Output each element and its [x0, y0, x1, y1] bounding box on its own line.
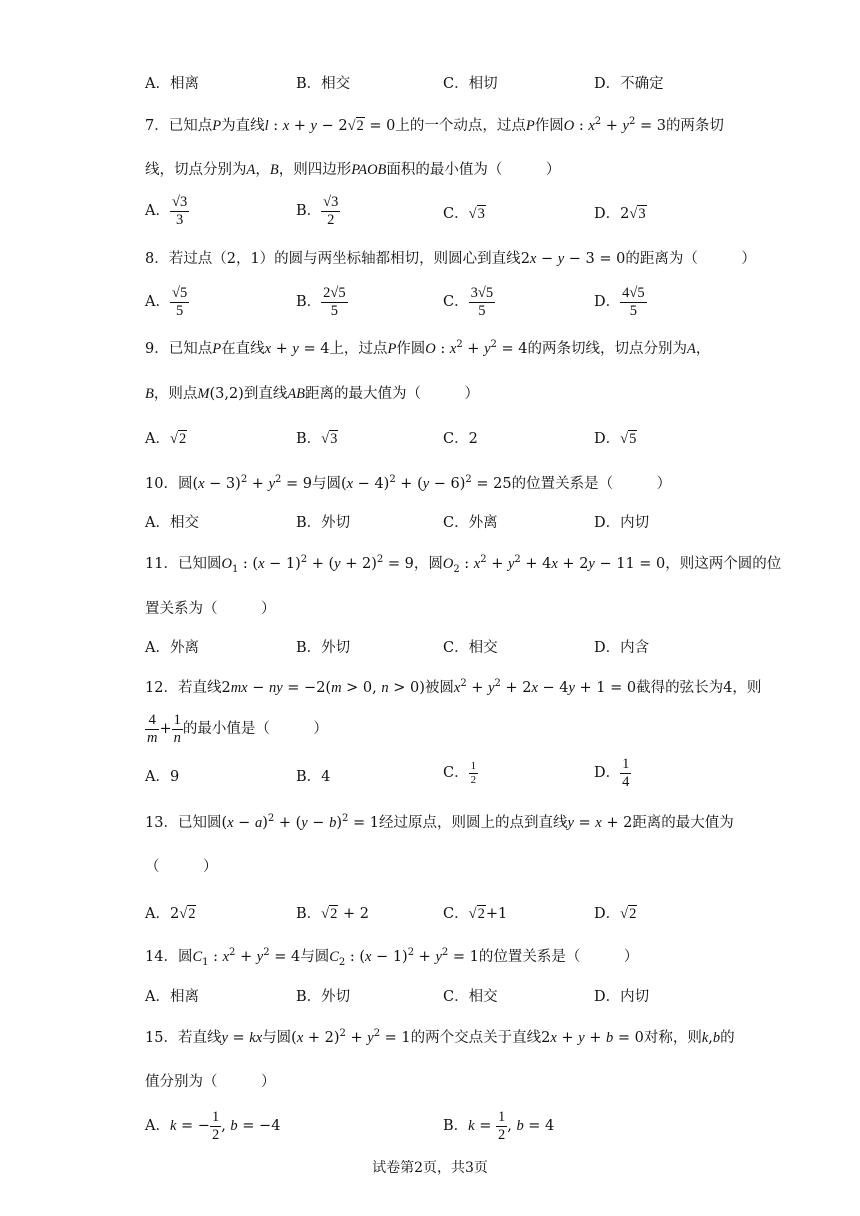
q12-option-c: C． $\frac{1}{2}$ — [443, 760, 477, 786]
q14-option-c: C．相交 — [443, 989, 498, 1005]
q9-option-b: B．√3 — [296, 431, 338, 447]
q15-option-a: A．k = − $\frac{1}{2}$ , b = −4 — [145, 1109, 281, 1143]
q10-option-c: C．外离 — [443, 515, 498, 531]
q15-option-b: B．k = $\frac{1}{2}$ , b = 4 — [443, 1109, 555, 1143]
q6-option-a: A．相离 — [145, 76, 199, 92]
q7-stem: 7．已知点P为直线l : x + y − 2√2 = 0上的一个动点，过点P作圆O : $x^2 + y^2 = 3$的两条切 — [145, 116, 724, 134]
q13-option-a: A．2√2 — [145, 906, 196, 922]
q7-option-c: C．√3 — [443, 206, 485, 222]
q9-option-c: C．2 — [443, 431, 478, 447]
q7-option-a: A． $\frac{√3}{3}$ — [145, 194, 188, 228]
q11-stem-line2: 置关系为（ ） — [145, 601, 276, 617]
q6-option-c: C．相切 — [443, 76, 498, 92]
q15-stem-line2: 值分别为（ ） — [145, 1074, 276, 1090]
q13-option-b: B．√2 + 2 — [296, 906, 369, 922]
q10-option-a: A．相交 — [145, 515, 199, 531]
q7-option-b: B． $\frac{√3}{2}$ — [296, 194, 339, 228]
q12-option-a: A．9 — [145, 769, 180, 785]
q12-option-b: B．4 — [296, 769, 331, 785]
q7-option-d: D．2√3 — [594, 206, 646, 222]
q14-option-b: B．外切 — [296, 989, 351, 1005]
q7-stem-line2: 线，切点分别为A，B，则四边形PAOB面积的最小值为（ ） — [145, 162, 561, 178]
q11-option-d: D．内含 — [594, 640, 650, 656]
q13-stem: 13．已知圆$(x - a)^2 + (y - b)^2 = 1$经过原点，则圆上的点到直线y = x + 2距离的最大值为 — [145, 813, 734, 831]
q6-option-d: D．不确定 — [594, 76, 664, 92]
q13-stem-line2: （ ） — [145, 859, 218, 875]
q8-option-c: C． $\frac{3√5}{5}$ — [443, 285, 494, 319]
q10-option-d: D．内切 — [594, 515, 650, 531]
q11-stem: 11．已知圆$O_1$ : $(x - 1)^2 + (y + 2)^2 = 9$，圆$O_2$ : $x^2 + y^2 + 4x + 2y - 11 = 0$，则这两个圆的位 — [145, 554, 782, 575]
q8-option-a: A． $\frac{√5}{5}$ — [145, 285, 188, 319]
q8-stem: 8．若过点（2，1）的圆与两坐标轴都相切，则圆心到直线2x − y − 3 = 0的距离为（ ） — [145, 251, 756, 267]
q8-option-d: D． $\frac{4√5}{5}$ — [594, 285, 645, 319]
q14-stem: 14．圆$C_1$ : $x^2 + y^2 = 4$与圆$C_2$ : $(x - 1)^2 + y^2 = 1$的位置关系是（ ） — [145, 947, 639, 968]
q12-stem: 12．若直线2mx − ny = −2(m > 0, n > 0)被圆$x^2 + y^2 + 2x - 4y + 1 = 0$截得的弦长为4，则 — [145, 678, 762, 696]
q11-option-b: B．外切 — [296, 640, 351, 656]
q8-option-b: B． $\frac{2√5}{5}$ — [296, 285, 346, 319]
page-footer: 试卷第2页，共3页 — [372, 1160, 488, 1176]
q9-stem: 9．已知点P在直线x + y = 4上，过点P作圆O : $x^2 + y^2 = 4$的两条切线，切点分别为A， — [145, 339, 711, 357]
q15-stem: 15．若直线y = kx与圆$(x + 2)^2 + y^2 = 1$的两个交点关于直线2x + y + b = 0对称，则k,b的 — [145, 1028, 735, 1046]
q10-stem: 10．圆$(x - 3)^2 + y^2 = 9$与圆$(x - 4)^2 + (y - 6)^2 = 25$的位置关系是（ ） — [145, 474, 672, 492]
q13-option-d: D．√2 — [594, 906, 637, 922]
q9-stem-line2: B，则点M(3,2)到直线AB距离的最大值为（ ） — [145, 386, 480, 402]
q10-option-b: B．外切 — [296, 515, 351, 531]
q14-option-a: A．相离 — [145, 989, 199, 1005]
q11-option-c: C．相交 — [443, 640, 498, 656]
q6-option-b: B．相交 — [296, 76, 351, 92]
q12-option-d: D． $\frac{1}{4}$ — [594, 756, 630, 790]
q9-option-a: A．√2 — [145, 431, 187, 447]
q9-option-d: D．√5 — [594, 431, 637, 447]
q11-option-a: A．外离 — [145, 640, 199, 656]
q14-option-d: D．内切 — [594, 989, 650, 1005]
q12-stem-line2: $\frac{4}{m}$ + $\frac{1}{n}$ 的最小值是（ ） — [147, 712, 328, 746]
q13-option-c: C．√2+1 — [443, 906, 508, 922]
